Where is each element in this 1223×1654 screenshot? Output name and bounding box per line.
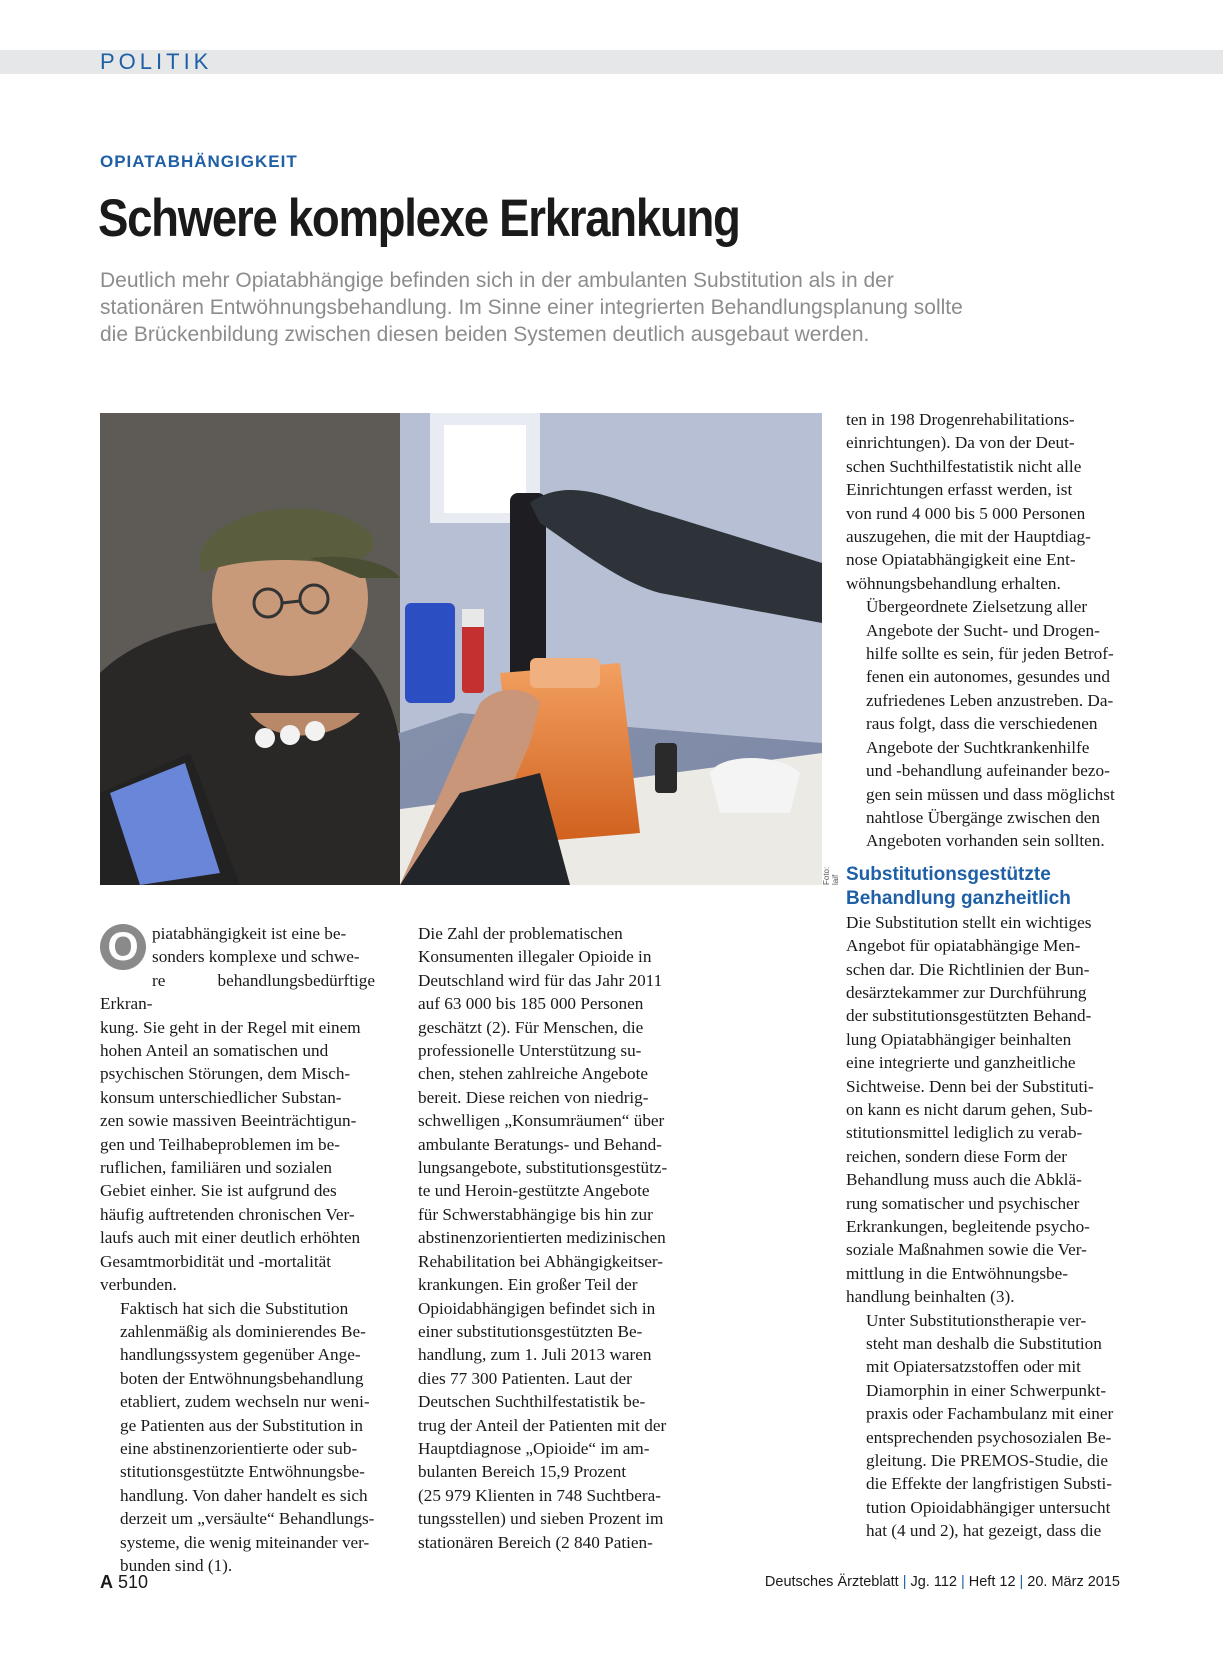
text-line: rung somatischer und psychischer bbox=[846, 1193, 1080, 1213]
text-line: der substitutionsgestützten Behand- bbox=[846, 1006, 1092, 1026]
text-line: soziale Maßnahmen sowie die Ver- bbox=[846, 1240, 1087, 1260]
text-line: stitutionsgestützte Entwöhnungsbe- bbox=[120, 1462, 365, 1482]
text-line: zufriedenes Leben anzustreben. Da- bbox=[866, 690, 1114, 710]
text-line: gen sein müssen und dass möglichst bbox=[866, 784, 1115, 804]
lead-line: die Brückenbildung zwischen diesen beiden Systemen deutlich ausgebaut werden. bbox=[100, 323, 870, 346]
text-line: reichen, sondern diese Form der bbox=[846, 1146, 1067, 1166]
text-line: nahtlose Übergänge zwischen den bbox=[866, 807, 1101, 827]
journal-date: 20. März 2015 bbox=[1027, 1574, 1120, 1590]
text-line: on kann es nicht darum gehen, Sub- bbox=[846, 1099, 1093, 1119]
text-line: Angebote der Sucht- und Drogen- bbox=[866, 620, 1100, 640]
text-line: Behandlung muss auch die Abklä- bbox=[846, 1170, 1082, 1190]
text-line: laufs auch mit einer deutlich erhöhten bbox=[100, 1228, 361, 1248]
text-line: zen sowie massiven Beeinträchtigun- bbox=[100, 1111, 357, 1131]
text-line: Sichtweise. Denn bei der Substituti- bbox=[846, 1076, 1094, 1096]
paragraph bbox=[846, 911, 1121, 1309]
separator: | bbox=[902, 1574, 907, 1590]
text-line: Diamorphin in einer Schwerpunkt- bbox=[866, 1380, 1107, 1400]
text-line: lung Opiatabhängiger beinhalten bbox=[846, 1029, 1072, 1049]
journal-volume: Jg. 112 bbox=[910, 1574, 957, 1590]
text-line: gleitung. Die PREMOS-Studie, die bbox=[866, 1451, 1109, 1471]
text-line: wöhnungsbehandlung erhalten. bbox=[846, 573, 1061, 593]
text-line: handlung. Von daher handelt es sich bbox=[120, 1485, 368, 1505]
text-line: chen, stehen zahlreiche Angebote bbox=[418, 1064, 649, 1084]
journal-name: Deutsches Ärzteblatt bbox=[764, 1574, 899, 1590]
text-line: Gebiet einher. Sie ist aufgrund des bbox=[100, 1181, 337, 1201]
text-column-2 bbox=[398, 922, 673, 1554]
text-line: re behandlungsbedürftige Erkran- bbox=[100, 970, 375, 1014]
text-line: Angeboten vorhanden sein sollten. bbox=[866, 831, 1105, 851]
text-line: handlungssystem gegenüber Ange- bbox=[120, 1345, 361, 1365]
lead-line: stationären Entwöhnungsbehandlung. Im Sinne einer integrierten Behandlungsplanung sollte bbox=[100, 296, 963, 319]
text-line: desärztekammer zur Durchführung bbox=[846, 982, 1087, 1002]
paragraph bbox=[100, 1297, 375, 1578]
text-line: systeme, die wenig miteinander ver- bbox=[120, 1532, 370, 1552]
text-line: te und Heroin-gestützte Angebote bbox=[418, 1181, 650, 1201]
text-line: mit Opiatersatzstoffen oder mit bbox=[866, 1357, 1081, 1377]
text-line: von rund 4 000 bis 5 000 Personen bbox=[846, 503, 1086, 523]
text-line: stationären Bereich (2 840 Patien- bbox=[418, 1532, 653, 1552]
text-line: schen Suchthilfestatistik nicht alle bbox=[846, 456, 1082, 476]
page-footer bbox=[0, 1572, 1223, 1600]
text-line: Erkrankungen, begleitende psycho- bbox=[846, 1217, 1090, 1236]
section-label: POLITIK bbox=[100, 49, 213, 74]
text-line: handlung beinhalten (3). bbox=[846, 1287, 1015, 1307]
drop-cap: O bbox=[100, 924, 146, 970]
text-line: hat (4 und 2), hat gezeigt, dass die bbox=[866, 1521, 1102, 1541]
text-line: schen dar. Die Richtlinien der Bun- bbox=[846, 959, 1090, 979]
paragraph bbox=[846, 595, 1121, 852]
text-line: ge Patienten aus der Substitution in bbox=[120, 1415, 363, 1435]
text-line: Einrichtungen erfasst werden, ist bbox=[846, 480, 1073, 500]
text-line: Hauptdiagnose „Opioide“ im am- bbox=[418, 1438, 650, 1458]
text-line: Angebote der Suchtkrankenhilfe bbox=[866, 737, 1090, 757]
text-line: eine integrierte und ganzheitliche bbox=[846, 1053, 1076, 1073]
text-line: Übergeordnete Zielsetzung aller bbox=[866, 597, 1088, 617]
text-line: auszugehen, die mit der Hauptdiag- bbox=[846, 527, 1091, 547]
text-line: Deutschen Suchthilfestatistik be- bbox=[418, 1392, 646, 1412]
text-line: Unter Substitutionstherapie ver- bbox=[866, 1310, 1087, 1330]
text-line: und -behandlung aufeinander bezo- bbox=[866, 761, 1110, 781]
text-line: (25 979 Klienten in 748 Suchtbera- bbox=[418, 1485, 661, 1505]
text-column-1 bbox=[100, 922, 375, 1577]
text-line: einrichtungen). Da von der Deut- bbox=[846, 433, 1075, 453]
text-line: trug der Anteil der Patienten mit der bbox=[418, 1415, 667, 1435]
text-line: stitutionsmittel lediglich zu verab- bbox=[846, 1123, 1083, 1143]
text-line: lungsangebote, substitutionsgestütz- bbox=[418, 1158, 668, 1178]
text-line: zahlenmäßig als dominierendes Be- bbox=[120, 1321, 366, 1341]
text-line: boten der Entwöhnungsbehandlung bbox=[120, 1368, 364, 1388]
text-line: schwelligen „Konsumräumen“ über bbox=[418, 1111, 665, 1131]
article-title: Schwere komplexe Erkrankung bbox=[98, 189, 740, 248]
text-line: ruflichen, familiären und sozialen bbox=[100, 1158, 332, 1178]
text-line: fenen ein autonomes, gesundes und bbox=[866, 667, 1110, 687]
text-line: gen und Teilhabeproblemen im be- bbox=[100, 1134, 340, 1154]
subheading-line: Behandlung ganzheitlich bbox=[846, 887, 1071, 909]
text-line: für Schwerstabhängige bis hin zur bbox=[418, 1204, 653, 1224]
text-line: Faktisch hat sich die Substitution bbox=[120, 1298, 349, 1318]
text-line: verbunden. bbox=[100, 1275, 177, 1295]
text-line: professionelle Unterstützung su- bbox=[418, 1041, 642, 1061]
text-column-3 bbox=[846, 408, 1121, 1543]
text-line: bunden sind (1). bbox=[120, 1555, 233, 1575]
journal-issue: Heft 12 bbox=[968, 1574, 1016, 1590]
text-line: kung. Sie geht in der Regel mit einem bbox=[100, 1017, 361, 1037]
page-number bbox=[100, 1572, 148, 1593]
text-line: hilfe sollte es sein, für jeden Betrof- bbox=[866, 644, 1114, 664]
text-line: sonders komplexe und schwe- bbox=[152, 947, 360, 967]
text-line: tungsstellen) und sieben Prozent im bbox=[418, 1509, 664, 1529]
article-kicker: OPIATABHÄNGIGKEIT bbox=[100, 152, 298, 171]
paragraph bbox=[846, 1309, 1121, 1543]
text-line: etabliert, zudem wechseln nur weni- bbox=[120, 1392, 370, 1412]
page-prefix: A bbox=[100, 1572, 113, 1592]
text-line: Die Zahl der problematischen bbox=[418, 924, 623, 943]
text-line: hohen Anteil an somatischen und bbox=[100, 1041, 329, 1061]
text-line: einer substitutionsgestützten Be- bbox=[418, 1321, 643, 1341]
text-line: abstinenzorientierten medizinischen bbox=[418, 1228, 666, 1248]
separator: | bbox=[1019, 1574, 1024, 1590]
text-line: nose Opiatabhängigkeit eine Ent- bbox=[846, 550, 1076, 570]
text-line: Angebot für opiatabhängige Men- bbox=[846, 936, 1081, 956]
photo-credit: Foto: laif bbox=[822, 866, 840, 885]
text-line: Gesamtmorbidität und -mortalität bbox=[100, 1251, 332, 1271]
text-line: Konsumenten illegaler Opioide in bbox=[418, 947, 652, 967]
page-number-value: 510 bbox=[118, 1572, 149, 1592]
text-line: tution Opioidabhängiger untersucht bbox=[866, 1497, 1111, 1517]
text-line: piatabhängigkeit ist eine be- bbox=[152, 924, 347, 943]
text-line: konsum unterschiedlicher Substan- bbox=[100, 1087, 342, 1107]
text-line: Die Substitution stellt ein wichtiges bbox=[846, 912, 1092, 932]
text-line: Deutschland wird für das Jahr 2011 bbox=[418, 970, 663, 990]
text-line: bulanten Bereich 15,9 Prozent bbox=[418, 1462, 627, 1482]
article-photo bbox=[100, 413, 822, 885]
text-line: raus folgt, dass die verschiedenen bbox=[866, 714, 1098, 734]
article-lead bbox=[100, 267, 1090, 348]
text-line: psychischen Störungen, dem Misch- bbox=[100, 1064, 351, 1084]
text-line: häufig auftretenden chronischen Ver- bbox=[100, 1204, 355, 1224]
text-line: steht man deshalb die Substitution bbox=[866, 1334, 1102, 1354]
photo-illustration bbox=[100, 413, 822, 885]
text-line: handlung, zum 1. Juli 2013 waren bbox=[418, 1345, 652, 1365]
text-line: Opioidabhängigen befindet sich in bbox=[418, 1298, 656, 1318]
text-line: mittlung in die Entwöhnungsbe- bbox=[846, 1263, 1068, 1283]
text-line: die Effekte der langfristigen Substi- bbox=[866, 1474, 1112, 1494]
subheading-line: Substitutionsgestützte bbox=[846, 863, 1051, 885]
text-line: dies 77 300 Patienten. Laut der bbox=[418, 1368, 632, 1388]
text-line: krankungen. Ein großer Teil der bbox=[418, 1275, 638, 1295]
text-line: ten in 198 Drogenrehabilitations- bbox=[846, 410, 1075, 429]
text-line: ambulante Beratungs- und Behand- bbox=[418, 1134, 662, 1154]
text-line: geschätzt (2). Für Menschen, die bbox=[418, 1017, 644, 1037]
text-line: Rehabilitation bei Abhängigkeitser- bbox=[418, 1251, 663, 1271]
text-line: eine abstinenzorientierte oder sub- bbox=[120, 1438, 358, 1458]
lead-line: Deutlich mehr Opiatabhängige befinden sich in der ambulanten Substitution als in der bbox=[100, 269, 894, 292]
text-line: auf 63 000 bis 185 000 Personen bbox=[418, 994, 644, 1014]
text-line: praxis oder Fachambulanz mit einer bbox=[866, 1404, 1114, 1424]
text-line: bereit. Diese reichen von niedrig- bbox=[418, 1087, 649, 1107]
text-line: entsprechenden psychosozialen Be- bbox=[866, 1427, 1112, 1447]
paragraph bbox=[100, 922, 375, 1297]
section-subheading bbox=[846, 863, 1121, 911]
separator: | bbox=[960, 1574, 965, 1590]
paragraph bbox=[398, 922, 673, 1554]
journal-info bbox=[765, 1574, 1120, 1590]
paragraph bbox=[846, 408, 1121, 595]
text-line: derzeit um „versäulte“ Behandlungs- bbox=[120, 1509, 375, 1529]
